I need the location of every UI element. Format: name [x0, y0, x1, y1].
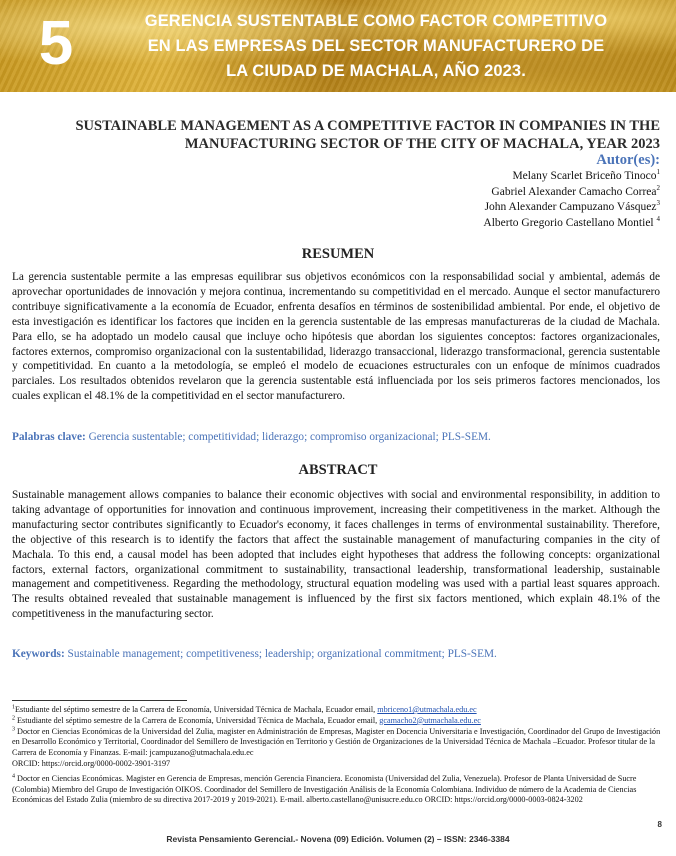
- keywords-label: Keywords:: [12, 648, 65, 660]
- keywords-label: Palabras clave:: [12, 431, 86, 443]
- footnote-number: 2: [12, 715, 15, 722]
- author-note: 1: [656, 168, 660, 177]
- abstract-keywords: [12, 648, 660, 660]
- keywords-text: Gerencia sustentable; competitividad; liderazgo; compromiso organizacional; PLS-SEM.: [88, 431, 491, 443]
- footnote: [12, 774, 662, 806]
- title-banner: [0, 0, 676, 92]
- authors-label: Autor(es):: [596, 152, 660, 168]
- english-title: [60, 117, 660, 153]
- footnote: [12, 705, 662, 716]
- author-note: 3: [656, 199, 660, 208]
- footnote-text: Doctor en Ciencias Económicas de la Universidad del Zulia, magister en Administración de Empresas, Magister en Docencia Universitaria e Investigación, Coordinador del Grupo de Investigación en Desarrollo Económico y Territorial, Coordinador del Semillero de Investigación en Territorio y Gestión de Organizaciones de la Universidad Técnica de Machala –Ecuador. Profesor titular de la Carrera de Economía y Finanzas. E-mail: jcampuzano@utmachala.edu.ec: [12, 726, 661, 758]
- footnote-orcid: ORCID: https://orcid.org/0000-0002-3901-3197: [12, 758, 171, 768]
- author-name: Alberto Gregorio Castellano Montiel: [483, 216, 657, 229]
- abstract-heading: ABSTRACT: [298, 462, 378, 478]
- keywords-text: Sustainable management; competitiveness; leadership; organizational commitment; PLS-SEM.: [67, 648, 497, 660]
- banner-title: [96, 9, 656, 84]
- english-title-line: MANUFACTURING SECTOR OF THE CITY OF MACHALA, YEAR 2023: [184, 136, 660, 152]
- footnote-email-link[interactable]: mbriceno1@utmachala.edu.ec: [377, 705, 477, 714]
- resumen-keywords: [12, 431, 660, 443]
- author-entry: [260, 216, 660, 232]
- author-name: John Alexander Campuzano Vásquez: [484, 201, 657, 213]
- journal-footer: Revista Pensamiento Gerencial.- Novena (09) Edición. Volumen (2) – ISSN: 2346-3384: [166, 834, 510, 844]
- english-title-line: SUSTAINABLE MANAGEMENT AS A COMPETITIVE FACTOR IN COMPANIES IN THE: [75, 118, 660, 134]
- resumen-text: La gerencia sustentable permite a las empresas equilibrar sus objetivos económicos con la responsabilidad social y ambiental, además de aprovechar oportunidades de innovación y mejora continua, incrementando su competitividad en el mercado. Aunque el sector manufacturero contribuye significativamente a la economía de Ecuador, enfrenta desafíos en términos de sostenibilidad ambiental. Por ende, el objetivo de esta investigación es identificar los factores que inciden en la gerencia sustentable de las empresas manufactureras de la ciudad de Machala. Para ello, se ha adoptado un modelo causal que incluye ocho hipótesis que abordan los siguientes conceptos: factores organizacionales, factores externos, compromiso organizacional con la sustentabilidad, liderazgo transaccional, liderazgo transformacional, gerencia sustentable y competitividad. En cuanto a la metodología, se empleó el modelo de ecuaciones estructurales con un enfoque de mínimos cuadrados parciales. Los resultados obtenidos revelaron que la gerencia sustentable está influenciada por los seis primeros factores mencionados, los cuales explican el 48.1% de la competitividad en el sector manufacturero.: [12, 271, 660, 403]
- footnote: [12, 716, 662, 727]
- footnotes: [12, 705, 662, 806]
- author-list: [260, 169, 660, 231]
- banner-title-line: LA CIUDAD DE MACHALA, AÑO 2023.: [226, 62, 526, 80]
- author-note: 4: [656, 214, 660, 223]
- footnote-email-link[interactable]: gcamacho2@utmachala.edu.ec: [379, 715, 481, 725]
- author-name: Melany Scarlet Briceño Tinoco: [512, 170, 657, 182]
- footnote-number: 3: [12, 725, 15, 732]
- footnote-text: Estudiante del séptimo semestre de la Carrera de Economía, Universidad Técnica de Machala, Ecuador email,: [15, 715, 380, 725]
- footnote: [12, 727, 662, 759]
- footnote-divider: [12, 700, 187, 701]
- banner-title-line: GERENCIA SUSTENTABLE COMO FACTOR COMPETITIVO: [144, 12, 608, 30]
- author-entry: [260, 169, 660, 185]
- page-number: 8: [657, 820, 662, 829]
- footnote-number: 1: [12, 704, 15, 711]
- chapter-number: 5: [38, 9, 74, 78]
- author-name: Gabriel Alexander Camacho Correa: [491, 185, 657, 198]
- abstract-text: Sustainable management allows companies to balance their economic objectives with social and environmental responsibility, in addition to taking advantage of opportunities for innovation and continuous improvement, increasing their competitiveness in the market. Although the manufacturing sector contributes significantly to Ecuador's economy, it faces challenges in terms of environmental sustainability. Therefore, the objective of this research is to identify the factors that affect the sustainable management of manufacturing companies in the city of Machala. To this end, a causal model has been adopted that includes eight hypotheses that address the following concepts: organizational factors, external factors, organizational commitment to sustainability, transactional leadership, transformational leadership, sustainable management and competitiveness. Regarding the methodology, structural equation modeling was used with a partial least squares approach. The results obtained revealed that sustainable management is influenced by the first six factors mentioned, which explain 48.1% of the competitiveness in the manufacturing sector.: [12, 489, 660, 621]
- resumen-heading: RESUMEN: [301, 246, 375, 262]
- footnote-number: 4: [12, 773, 15, 780]
- author-entry: [260, 185, 660, 201]
- author-note: 2: [656, 183, 660, 192]
- footnote-text: Estudiante del séptimo semestre de la Carrera de Economía, Universidad Técnica de Machala, Ecuador email,: [15, 705, 378, 714]
- banner-title-line: EN LAS EMPRESAS DEL SECTOR MANUFACTURERO DE: [147, 37, 605, 55]
- footnote-text: Doctor en Ciencias Económicas. Magister en Gerencia de Empresas, mención Gerencia Financiera. Economista (Universidad del Zulia, Venezuela). Profesor de Planta Universidad de Sucre (Colombia) Miembro del Grupo de Investigación OIKOS. Coordinador del Semillero de Investigación Análisis de la Economía Colombiana. Individuo de número de la Academia de Ciencias Económicas del Estado Zulia (miembro de su directiva 2017-2019 y 2019-2021). E-mail. alberto.castellano@unisucre.edu.co ORCID: https://orcid.org/0000-0003-0824-3202: [12, 773, 637, 805]
- author-entry: [260, 200, 660, 216]
